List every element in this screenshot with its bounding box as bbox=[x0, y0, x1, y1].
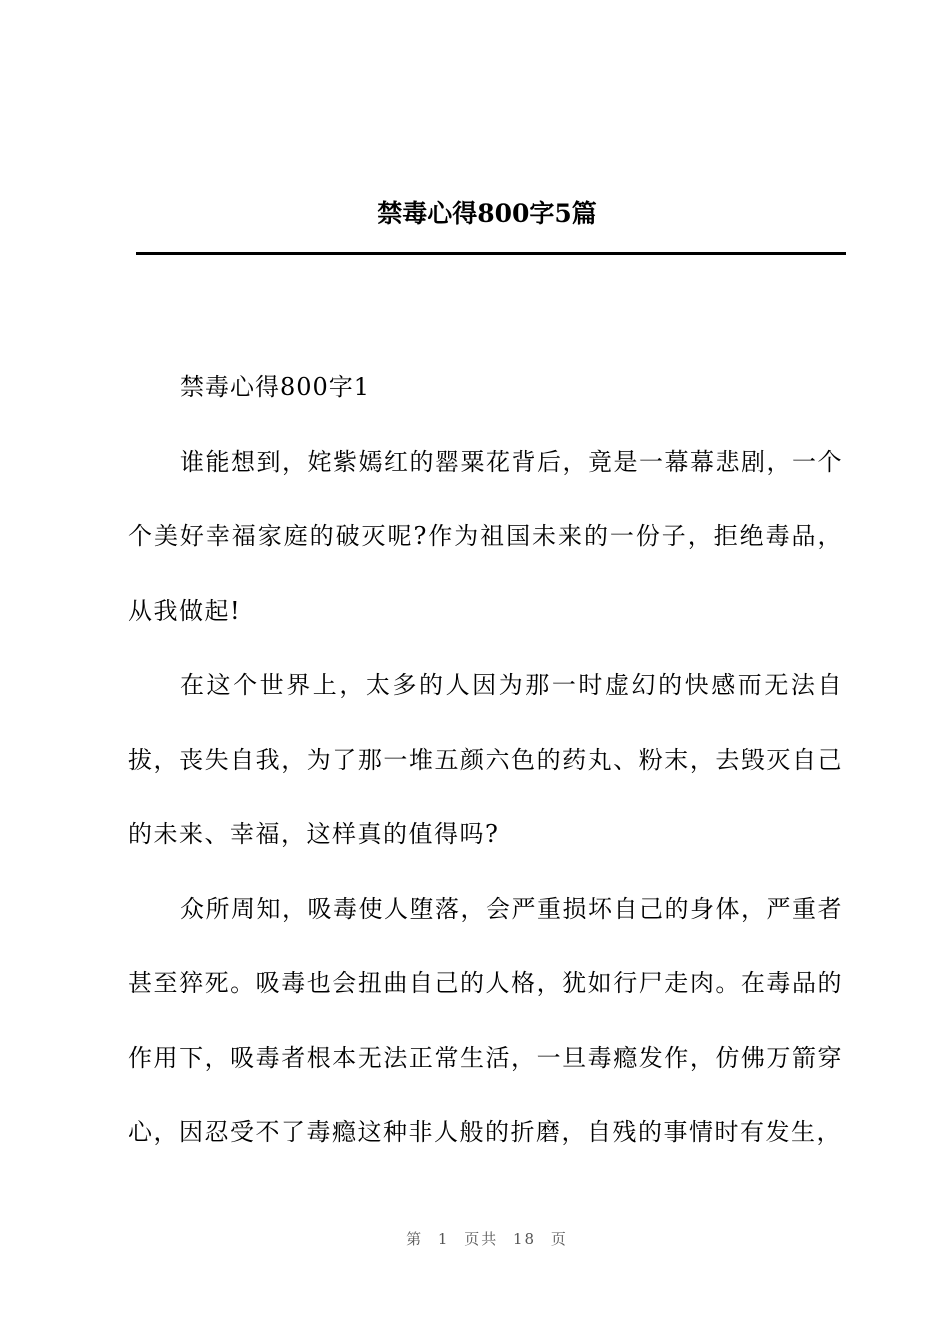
page-number-footer: 第 1 页共 18 页 bbox=[406, 1230, 568, 1248]
document-body bbox=[128, 350, 843, 1170]
document-title: 禁毒心得800字5篇 bbox=[377, 199, 597, 228]
section-heading: 禁毒心得800字1 bbox=[180, 373, 371, 401]
paragraph-3: 众所周知，吸毒使人堕落，会严重损坏自己的身体，严重者甚至猝死。吸毒也会扭曲自己的人格，犹如行尸走肉。在毒品的作用下，吸毒者根本无法正常生活，一旦毒瘾发作，仿佛万箭穿心，因忍受不了毒瘾这种非人般的折磨，自残的事情时有发生， bbox=[128, 894, 843, 1146]
paragraph-1: 谁能想到，姹紫嫣红的罂粟花背后，竟是一幕幕悲剧，一个个美好幸福家庭的破灭呢?作为祖国未来的一份子，拒绝毒品，从我做起! bbox=[128, 447, 843, 625]
title-divider bbox=[136, 252, 846, 255]
paragraph-2: 在这个世界上，太多的人因为那一时虚幻的快感而无法自拔，丧失自我，为了那一堆五颜六色的药丸、粉末，去毁灭自己的未来、幸福，这样真的值得吗? bbox=[128, 671, 843, 848]
